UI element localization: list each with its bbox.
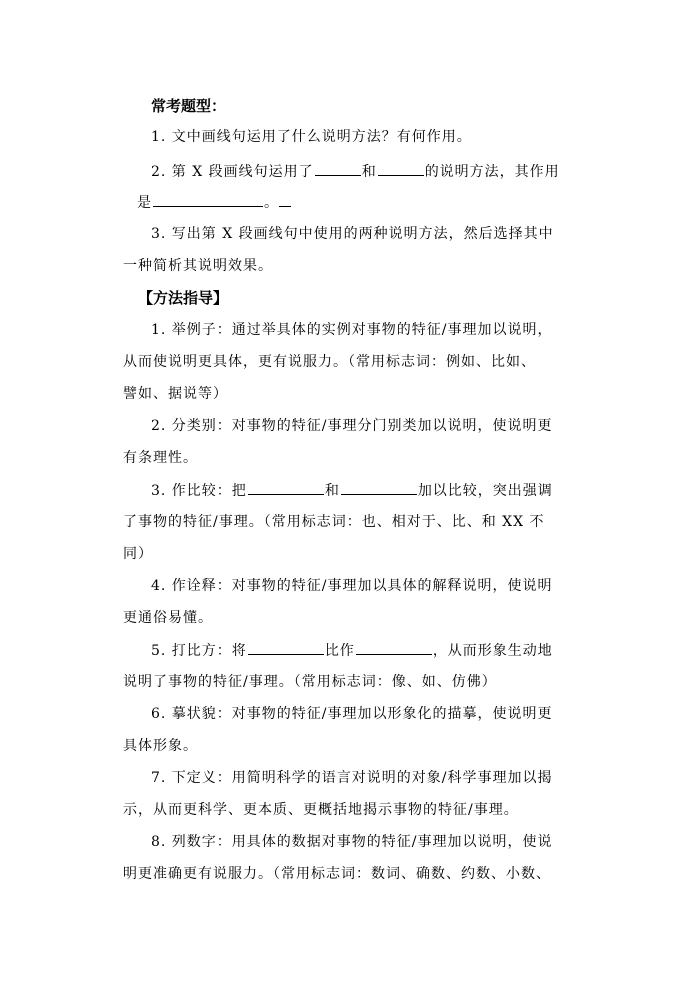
method-8-line-1: 8. 列数字：用具体的数据对事物的特征/事理加以说明，使说 — [151, 834, 553, 850]
method-2-line-1: 2. 分类别：对事物的特征/事理分门别类加以说明，使说明更 — [151, 418, 553, 434]
method-6-line-1: 6. 摹状貌：对事物的特征/事理加以形象化的描摹，使说明更 — [151, 706, 553, 722]
method-3-line-2: 了事物的特征/事理。（常用标志词：也、相对于、比、和 XX 不 — [123, 514, 545, 530]
question-2-text-e: 。 — [264, 195, 279, 211]
question-2-text-a: 2. 第 X 段画线句运用了 — [151, 164, 314, 180]
question-1: 1. 文中画线句运用了什么说明方法？有何作用。 — [151, 129, 472, 145]
fill-blank — [248, 480, 324, 495]
method-8-line-2: 明更准确更有说服力。（常用标志词：数词、确数、约数、小数、 — [123, 866, 551, 882]
method-1-line-2: 从而使说明更具体，更有说服力。（常用标志词：例如、比如、 — [123, 354, 536, 370]
fill-blank — [315, 161, 361, 176]
question-2-text-d: 是 — [137, 195, 152, 211]
method-5-text-c: ，从而形象生动地 — [432, 643, 553, 659]
method-4-line-1: 4. 作诠释：对事物的特征/事理加以具体的解释说明，使说明 — [151, 578, 553, 594]
method-5-text-b: 比作 — [324, 643, 355, 659]
question-2-line-1 — [151, 161, 560, 182]
question-2-text-b: 和 — [361, 164, 377, 180]
fill-blank — [153, 192, 263, 207]
method-3-text-a: 3. 作比较：把 — [151, 483, 247, 499]
question-2-text-c: 的说明方法，其作用 — [424, 164, 560, 180]
fill-blank — [248, 640, 324, 655]
method-1-line-1: 1. 举例子：通过举具体的实例对事物的特征/事理加以说明， — [151, 322, 553, 338]
method-4-line-2: 更通俗易懂。 — [123, 610, 213, 626]
method-5-line-1 — [151, 640, 553, 661]
method-5-text-a: 5. 打比方：将 — [151, 643, 247, 659]
fill-blank — [378, 161, 424, 176]
question-2-line-2 — [137, 192, 292, 213]
question-3-line-1: 3. 写出第 X 段画线句中使用的两种说明方法，然后选择其中 — [151, 226, 554, 242]
method-3-text-c: 加以比较，突出强调 — [417, 483, 553, 499]
method-1-line-3: 譬如、据说等） — [123, 386, 228, 402]
method-7-line-1: 7. 下定义：用简明科学的语言对说明的对象/科学事理加以揭 — [151, 770, 553, 786]
method-5-line-2: 说明了事物的特征/事理。（常用标志词：像、如、仿佛） — [123, 674, 497, 690]
fill-blank — [341, 480, 417, 495]
method-3-line-3: 同） — [123, 546, 153, 562]
question-3-line-2: 一种简析其说明效果。 — [123, 258, 273, 274]
method-3-text-b: 和 — [324, 483, 340, 499]
section-title-method-guide: 【方法指导】 — [138, 289, 229, 307]
section-title-common-questions: 常考题型： — [151, 97, 227, 115]
method-2-line-2: 有条理性。 — [123, 450, 198, 466]
method-7-line-2: 示，从而更科学、更本质、更概括地揭示事物的特征/事理。 — [123, 802, 519, 818]
method-3-line-1 — [151, 480, 553, 501]
fill-blank-tail — [279, 192, 291, 207]
method-6-line-2: 具体形象。 — [123, 738, 198, 754]
fill-blank — [356, 640, 432, 655]
